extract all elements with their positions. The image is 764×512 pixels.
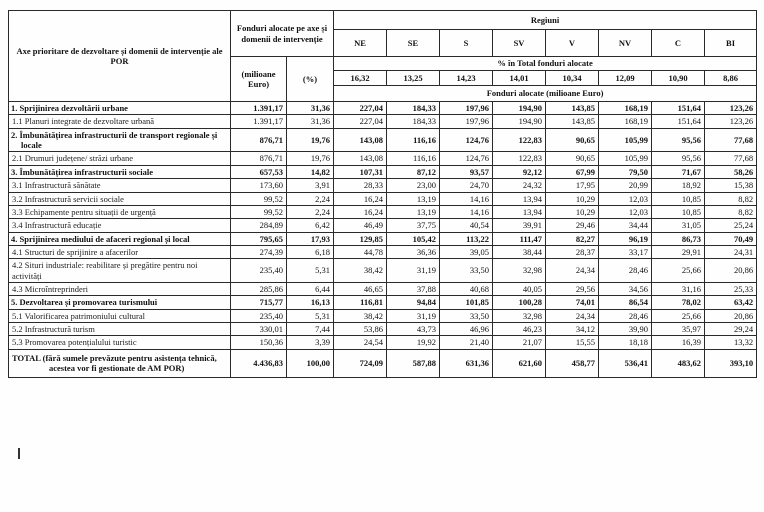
- region-value: 197,96: [440, 115, 493, 128]
- header-row-1: [9, 11, 757, 30]
- meuro-value: 4.436,83: [231, 349, 287, 377]
- pct-subheader: (%): [287, 57, 334, 102]
- meuro-value: 876,71: [231, 128, 287, 152]
- region-value: 37,75: [387, 219, 440, 232]
- pct-value: 100,00: [287, 349, 334, 377]
- axis-label: 5. Dezvoltarea și promovarea turismului: [9, 296, 231, 309]
- region-value: 95,56: [652, 128, 705, 152]
- region-name-nv: NV: [599, 30, 652, 57]
- pct-value: 3,39: [287, 336, 334, 349]
- region-value: 79,50: [599, 165, 652, 178]
- table-row: [9, 165, 757, 178]
- region-value: 39,91: [493, 219, 546, 232]
- region-value: 13,32: [705, 336, 757, 349]
- region-value: 8,82: [705, 192, 757, 205]
- region-value: 31,05: [652, 219, 705, 232]
- region-value: 71,67: [652, 165, 705, 178]
- axis-label: 4. Sprijinirea mediului de afaceri regional și local: [9, 232, 231, 245]
- region-value: 96,19: [599, 232, 652, 245]
- region-value: 151,64: [652, 115, 705, 128]
- region-value: 43,73: [387, 323, 440, 336]
- region-value: 35,97: [652, 323, 705, 336]
- region-value: 536,41: [599, 349, 652, 377]
- region-value: 8,82: [705, 205, 757, 218]
- region-name-sv: SV: [493, 30, 546, 57]
- region-value: 122,83: [493, 152, 546, 165]
- region-value: 95,56: [652, 152, 705, 165]
- region-value: 32,98: [493, 259, 546, 283]
- meuro-value: 795,65: [231, 232, 287, 245]
- region-value: 37,88: [387, 283, 440, 296]
- region-value: 21,40: [440, 336, 493, 349]
- region-value: 63,42: [705, 296, 757, 309]
- region-value: 20,99: [599, 179, 652, 192]
- region-value: 36,36: [387, 245, 440, 258]
- table-row: [9, 232, 757, 245]
- region-value: 123,26: [705, 115, 757, 128]
- region-value: 10,29: [546, 192, 599, 205]
- region-value: 621,60: [493, 349, 546, 377]
- region-value: 28,33: [334, 179, 387, 192]
- region-value: 38,44: [493, 245, 546, 258]
- pct-value: 19,76: [287, 152, 334, 165]
- region-value: 33,50: [440, 259, 493, 283]
- region-value: 194,90: [493, 115, 546, 128]
- axis-label: 3.4 Infrastructură educație: [9, 219, 231, 232]
- region-value: 15,55: [546, 336, 599, 349]
- region-value: 724,09: [334, 349, 387, 377]
- region-pct-c: 10,90: [652, 71, 705, 86]
- region-pct-nv: 12,09: [599, 71, 652, 86]
- axis-label: 2.1 Drumuri județene/ străzi urbane: [9, 152, 231, 165]
- region-value: 19,92: [387, 336, 440, 349]
- region-value: 16,24: [334, 192, 387, 205]
- table-row: [9, 102, 757, 115]
- region-value: 13,94: [493, 205, 546, 218]
- pct-value: 17,93: [287, 232, 334, 245]
- region-value: 29,91: [652, 245, 705, 258]
- axis-label: 3.2 Infrastructură servicii sociale: [9, 192, 231, 205]
- region-value: 28,46: [599, 259, 652, 283]
- region-value: 15,38: [705, 179, 757, 192]
- region-value: 168,19: [599, 102, 652, 115]
- region-value: 21,07: [493, 336, 546, 349]
- region-value: 34,56: [599, 283, 652, 296]
- table-body: [9, 102, 757, 378]
- region-name-v: V: [546, 30, 599, 57]
- region-value: 29,24: [705, 323, 757, 336]
- region-value: 90,65: [546, 128, 599, 152]
- meuro-value: 99,52: [231, 192, 287, 205]
- region-value: 18,18: [599, 336, 652, 349]
- meuro-value: 274,39: [231, 245, 287, 258]
- pct-value: 31,36: [287, 115, 334, 128]
- table-row: [9, 205, 757, 218]
- region-value: 44,78: [334, 245, 387, 258]
- total-label: TOTAL (fără sumele prevăzute pentru asistența tehnică, acestea vor fi gestionate de AM POR): [9, 349, 231, 377]
- region-value: 18,92: [652, 179, 705, 192]
- axis-label: 4.2 Situri industriale: reabilitare și pregătire pentru noi activități: [9, 259, 231, 283]
- region-value: 483,62: [652, 349, 705, 377]
- meuro-value: 285,86: [231, 283, 287, 296]
- pct-value: 5,31: [287, 259, 334, 283]
- meuro-value: 235,40: [231, 259, 287, 283]
- axis-label: 2. Îmbunătățirea infrastructurii de transport regionale și locale: [9, 128, 231, 152]
- region-pct-se: 13,25: [387, 71, 440, 86]
- region-name-se: SE: [387, 30, 440, 57]
- region-value: 10,29: [546, 205, 599, 218]
- axis-label: 5.2 Infrastructură turism: [9, 323, 231, 336]
- region-value: 458,77: [546, 349, 599, 377]
- region-value: 116,16: [387, 152, 440, 165]
- region-value: 25,66: [652, 309, 705, 322]
- funds-column-header: Fonduri alocate pe axe și domenii de intervenție: [231, 11, 334, 57]
- region-value: 631,36: [440, 349, 493, 377]
- pct-value: 6,42: [287, 219, 334, 232]
- region-value: 77,68: [705, 128, 757, 152]
- table-row: [9, 296, 757, 309]
- region-value: 82,27: [546, 232, 599, 245]
- meuro-value: 150,36: [231, 336, 287, 349]
- region-value: 34,44: [599, 219, 652, 232]
- pct-value: 6,44: [287, 283, 334, 296]
- region-value: 58,26: [705, 165, 757, 178]
- table-row: [9, 219, 757, 232]
- meuro-value: 173,60: [231, 179, 287, 192]
- region-value: 227,04: [334, 102, 387, 115]
- region-value: 40,68: [440, 283, 493, 296]
- axis-label: 3.3 Echipamente pentru situații de urgență: [9, 205, 231, 218]
- region-value: 34,12: [546, 323, 599, 336]
- region-value: 24,54: [334, 336, 387, 349]
- region-value: 39,90: [599, 323, 652, 336]
- region-value: 16,39: [652, 336, 705, 349]
- table-header: [9, 11, 757, 102]
- table-row: [9, 283, 757, 296]
- axis-label: 1. Sprijinirea dezvoltării urbane: [9, 102, 231, 115]
- pct-value: 31,36: [287, 102, 334, 115]
- region-value: 86,73: [652, 232, 705, 245]
- region-value: 13,19: [387, 205, 440, 218]
- region-value: 17,95: [546, 179, 599, 192]
- region-value: 587,88: [387, 349, 440, 377]
- region-name-c: C: [652, 30, 705, 57]
- region-value: 77,68: [705, 152, 757, 165]
- region-value: 86,54: [599, 296, 652, 309]
- meuro-value: 235,40: [231, 309, 287, 322]
- table-row: [9, 192, 757, 205]
- region-value: 197,96: [440, 102, 493, 115]
- region-value: 38,42: [334, 309, 387, 322]
- axis-label: 5.1 Valorificarea patrimoniului cultural: [9, 309, 231, 322]
- pct-value: 14,82: [287, 165, 334, 178]
- region-value: 14,16: [440, 192, 493, 205]
- pct-value: 7,44: [287, 323, 334, 336]
- region-value: 46,23: [493, 323, 546, 336]
- region-pct-ne: 16,32: [334, 71, 387, 86]
- region-value: 393,10: [705, 349, 757, 377]
- region-value: 24,70: [440, 179, 493, 192]
- region-value: 38,42: [334, 259, 387, 283]
- region-value: 143,85: [546, 102, 599, 115]
- axis-label: 4.1 Structuri de sprijinire a afacerilor: [9, 245, 231, 258]
- region-value: 33,50: [440, 309, 493, 322]
- axis-label: 1.1 Planuri integrate de dezvoltare urbană: [9, 115, 231, 128]
- region-value: 105,99: [599, 128, 652, 152]
- region-value: 39,05: [440, 245, 493, 258]
- region-value: 40,05: [493, 283, 546, 296]
- pct-value: 6,18: [287, 245, 334, 258]
- region-value: 124,76: [440, 128, 493, 152]
- region-value: 14,16: [440, 205, 493, 218]
- regions-header: Regiuni: [334, 11, 757, 30]
- region-value: 143,08: [334, 128, 387, 152]
- axis-label: 3.1 Infrastructură sănătate: [9, 179, 231, 192]
- axis-label: 4.3 Microîntreprinderi: [9, 283, 231, 296]
- table-row: [9, 259, 757, 283]
- region-value: 111,47: [493, 232, 546, 245]
- table-row: [9, 128, 757, 152]
- region-pct-s: 14,23: [440, 71, 493, 86]
- region-value: 28,46: [599, 309, 652, 322]
- region-value: 94,84: [387, 296, 440, 309]
- text-cursor-mark: [18, 448, 20, 459]
- table-row: [9, 115, 757, 128]
- region-value: 53,86: [334, 323, 387, 336]
- region-value: 29,56: [546, 283, 599, 296]
- region-value: 24,34: [546, 309, 599, 322]
- meuro-value: 1.391,17: [231, 102, 287, 115]
- region-value: 78,02: [652, 296, 705, 309]
- region-value: 24,31: [705, 245, 757, 258]
- meuro-value: 715,77: [231, 296, 287, 309]
- region-value: 12,03: [599, 192, 652, 205]
- funds-alloc-label: Fonduri alocate (milioane Euro): [334, 86, 757, 102]
- region-value: 93,57: [440, 165, 493, 178]
- table-row: [9, 152, 757, 165]
- table-row: [9, 336, 757, 349]
- axis-column-header: Axe prioritare de dezvoltare și domenii de intervenție ale POR: [9, 11, 231, 102]
- meuro-value: 1.391,17: [231, 115, 287, 128]
- region-name-s: S: [440, 30, 493, 57]
- region-value: 20,86: [705, 259, 757, 283]
- pct-value: 2,24: [287, 192, 334, 205]
- region-value: 13,94: [493, 192, 546, 205]
- region-value: 74,01: [546, 296, 599, 309]
- pct-value: 16,13: [287, 296, 334, 309]
- region-value: 12,03: [599, 205, 652, 218]
- pct-total-label: % în Total fonduri alocate: [334, 57, 757, 71]
- region-value: 184,33: [387, 115, 440, 128]
- table-row: [9, 323, 757, 336]
- meuro-subheader: (milioane Euro): [231, 57, 287, 102]
- region-value: 123,26: [705, 102, 757, 115]
- region-value: 124,76: [440, 152, 493, 165]
- region-value: 105,42: [387, 232, 440, 245]
- region-name-bi: BI: [705, 30, 757, 57]
- table-row: [9, 179, 757, 192]
- region-value: 46,65: [334, 283, 387, 296]
- region-value: 24,34: [546, 259, 599, 283]
- region-value: 168,19: [599, 115, 652, 128]
- pct-value: 2,24: [287, 205, 334, 218]
- region-value: 151,64: [652, 102, 705, 115]
- meuro-value: 657,53: [231, 165, 287, 178]
- meuro-value: 876,71: [231, 152, 287, 165]
- region-value: 31,19: [387, 309, 440, 322]
- region-pct-bi: 8,86: [705, 71, 757, 86]
- region-value: 16,24: [334, 205, 387, 218]
- region-pct-sv: 14,01: [493, 71, 546, 86]
- pct-value: 3,91: [287, 179, 334, 192]
- region-value: 46,49: [334, 219, 387, 232]
- region-value: 90,65: [546, 152, 599, 165]
- region-value: 107,31: [334, 165, 387, 178]
- region-value: 67,99: [546, 165, 599, 178]
- meuro-value: 99,52: [231, 205, 287, 218]
- region-value: 29,46: [546, 219, 599, 232]
- region-value: 32,98: [493, 309, 546, 322]
- region-value: 101,85: [440, 296, 493, 309]
- region-value: 28,37: [546, 245, 599, 258]
- region-value: 10,85: [652, 192, 705, 205]
- region-value: 113,22: [440, 232, 493, 245]
- region-value: 13,19: [387, 192, 440, 205]
- region-pct-v: 10,34: [546, 71, 599, 86]
- region-value: 100,28: [493, 296, 546, 309]
- region-value: 40,54: [440, 219, 493, 232]
- table-row: [9, 349, 757, 377]
- region-value: 25,24: [705, 219, 757, 232]
- region-value: 105,99: [599, 152, 652, 165]
- region-value: 194,90: [493, 102, 546, 115]
- region-value: 24,32: [493, 179, 546, 192]
- meuro-value: 330,01: [231, 323, 287, 336]
- region-value: 129,85: [334, 232, 387, 245]
- pct-value: 5,31: [287, 309, 334, 322]
- region-value: 25,66: [652, 259, 705, 283]
- por-allocation-table: [8, 10, 757, 378]
- table-row: [9, 245, 757, 258]
- region-value: 20,86: [705, 309, 757, 322]
- region-value: 87,12: [387, 165, 440, 178]
- region-value: 227,04: [334, 115, 387, 128]
- region-name-ne: NE: [334, 30, 387, 57]
- region-value: 143,85: [546, 115, 599, 128]
- table-row: [9, 309, 757, 322]
- region-value: 33,17: [599, 245, 652, 258]
- region-value: 23,00: [387, 179, 440, 192]
- axis-label: 3. Îmbunătățirea infrastructurii sociale: [9, 165, 231, 178]
- region-value: 184,33: [387, 102, 440, 115]
- region-value: 116,16: [387, 128, 440, 152]
- region-value: 70,49: [705, 232, 757, 245]
- region-value: 143,08: [334, 152, 387, 165]
- region-value: 25,33: [705, 283, 757, 296]
- pct-value: 19,76: [287, 128, 334, 152]
- region-value: 31,19: [387, 259, 440, 283]
- region-value: 92,12: [493, 165, 546, 178]
- region-value: 122,83: [493, 128, 546, 152]
- region-value: 10,85: [652, 205, 705, 218]
- region-value: 31,16: [652, 283, 705, 296]
- region-value: 46,96: [440, 323, 493, 336]
- meuro-value: 284,89: [231, 219, 287, 232]
- axis-label: 5.3 Promovarea potențialului turistic: [9, 336, 231, 349]
- region-value: 116,81: [334, 296, 387, 309]
